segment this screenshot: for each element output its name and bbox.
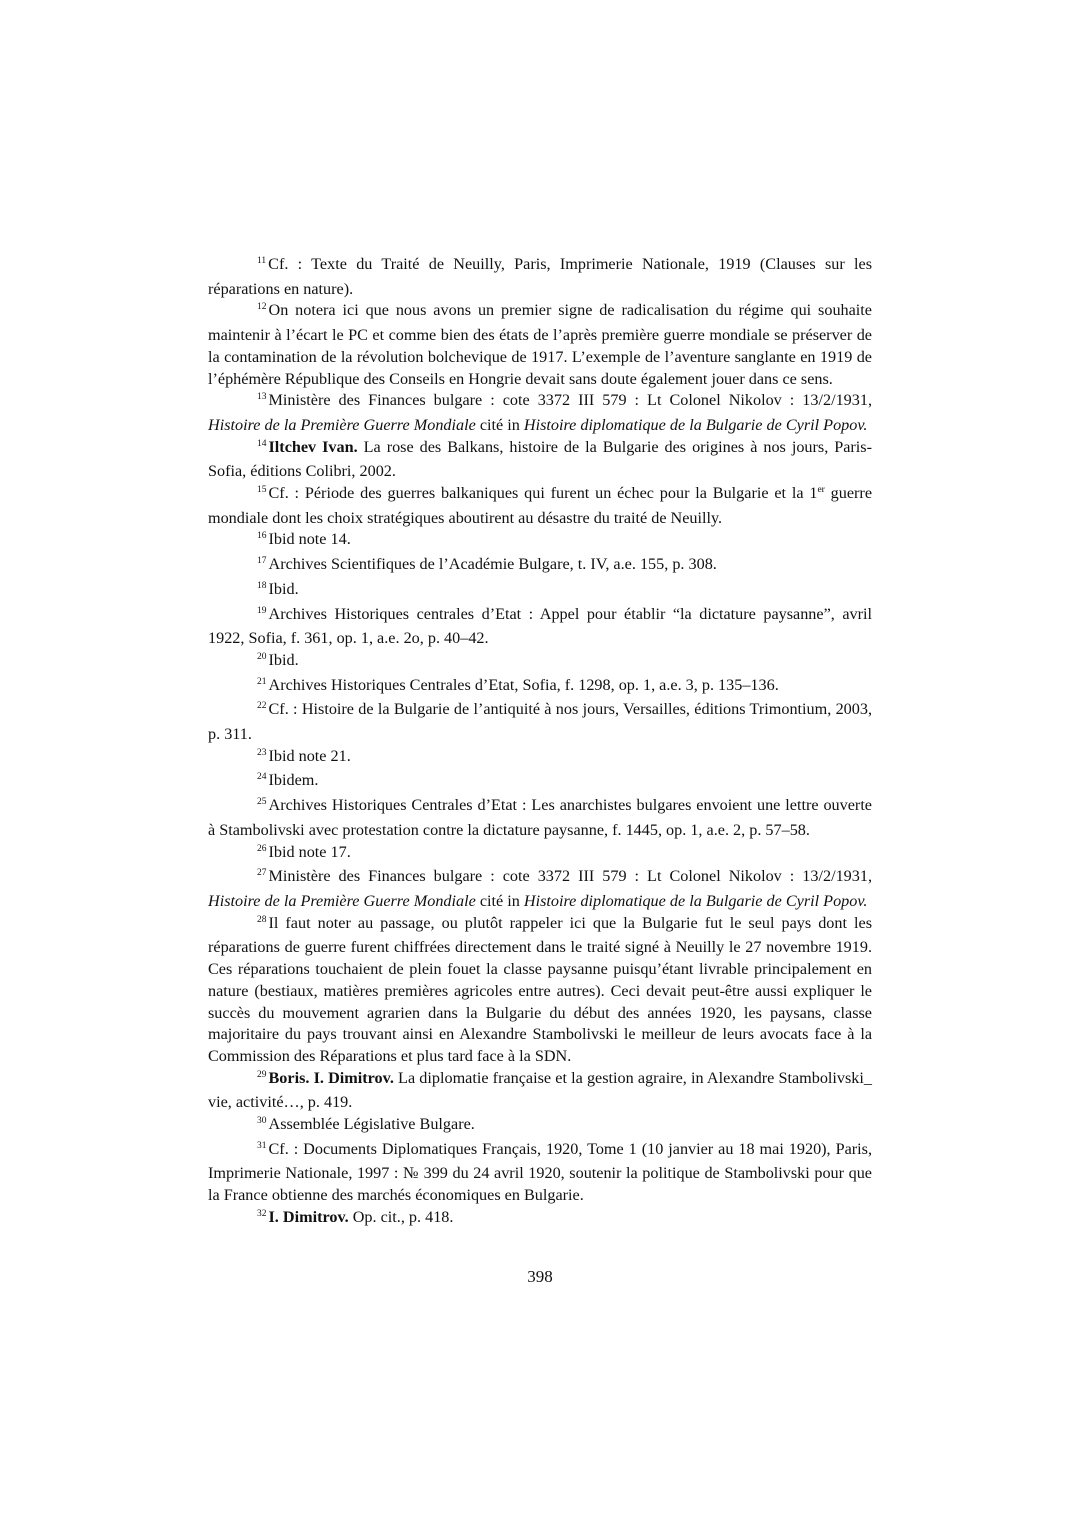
footnote-number: 13	[257, 392, 267, 403]
footnote	[208, 579, 872, 604]
footnote	[208, 1068, 872, 1114]
footnote	[208, 795, 872, 841]
footnote-text: Ibidem.	[268, 771, 319, 790]
footnote-text: guerre mondiale dont les choix stratégiques aboutirent au désastre du traité de Neuilly.	[208, 484, 873, 527]
ordinal-suffix: er	[817, 485, 825, 496]
author-name: I. Dimitrov.	[268, 1207, 349, 1226]
footnote-number: 31	[257, 1140, 267, 1151]
footnote-text: Cf. : Histoire de la Bulgarie de l’antiquité à nos jours, Versailles, éditions Trimontium, 2003, p. 311.	[208, 700, 872, 744]
footnote-number: 26	[257, 843, 267, 854]
footnote-number: 21	[257, 676, 267, 687]
footnotes-block	[208, 254, 872, 1232]
footnote	[208, 842, 872, 867]
footnote	[208, 1207, 872, 1232]
footnote-text: La rose des Balkans, histoire de la Bulgarie des origines à nos jours, Paris-Sofia, éditions Colibri, 2002.	[208, 437, 872, 481]
footnote	[208, 746, 872, 771]
footnote-text: Ministère des Finances bulgare : cote 3372 III 579 : Lt Colonel Nikolov : 13/2/1931,	[268, 391, 872, 410]
footnote-number: 16	[257, 531, 267, 542]
footnote-number: 24	[257, 772, 267, 783]
footnote-number: 19	[257, 605, 267, 616]
footnote	[208, 866, 872, 912]
footnote	[208, 770, 872, 795]
footnote-text: Ibid.	[268, 650, 299, 669]
footnote-text: Ibid note 17.	[268, 842, 351, 861]
footnote-text: Archives Historiques Centrales d’Etat, Sofia, f. 1298, op. 1, a.e. 3, p. 135–136.	[268, 675, 779, 694]
footnote-text: Archives Scientifiques de l’Académie Bulgare, t. IV, a.e. 155, p. 308.	[268, 555, 717, 574]
footnote-text: Op. cit., p. 418.	[348, 1207, 454, 1226]
footnote-text: Ibid note 14.	[268, 530, 351, 549]
italic-title: Histoire diplomatique de la Bulgarie de Cyril Popov.	[523, 891, 868, 910]
footnote-number: 15	[257, 485, 267, 496]
footnote-number: 18	[257, 580, 267, 591]
footnote-text: On notera ici que nous avons un premier signe de radicalisation du régime qui souhaite maintenir à l’écart le PC et comme bien des états de l’après première guerre mondiale se préserver de la contamination de la révolution bolchevique de 1917. L’exemple de l’aventure sanglante en 1919 de l’éphémère République des Conseils en Hongrie devait sans doute également jouer dans ce sens.	[208, 301, 872, 388]
footnote	[208, 1139, 872, 1207]
footnote-number: 12	[257, 302, 267, 313]
footnote-number: 32	[257, 1208, 267, 1219]
footnote-number: 11	[257, 256, 267, 266]
footnote-text: Ministère des Finances bulgare : cote 3372 III 579 : Lt Colonel Nikolov : 13/2/1931,	[268, 867, 872, 886]
footnote-number: 14	[257, 438, 267, 449]
footnote	[208, 650, 872, 675]
footnote-number: 22	[257, 701, 267, 712]
author-name: Boris. I. Dimitrov.	[268, 1068, 394, 1087]
footnote	[208, 390, 872, 436]
footnote	[208, 554, 872, 579]
footnote-number: 17	[257, 556, 267, 567]
footnote-text: cité in	[475, 891, 524, 910]
footnote	[208, 675, 872, 700]
footnote	[208, 437, 872, 483]
footnote-number: 20	[257, 651, 267, 662]
footnote	[208, 300, 872, 390]
footnote-text: Assemblée Législative Bulgare.	[268, 1115, 475, 1134]
footnote-number: 29	[257, 1069, 267, 1080]
footnote-number: 27	[257, 868, 267, 879]
footnote-text: Cf. : Période des guerres balkaniques qui furent un échec pour la Bulgarie et la 1	[268, 484, 818, 503]
footnote-number: 30	[257, 1116, 267, 1127]
italic-title: Histoire diplomatique de la Bulgarie de Cyril Popov.	[523, 415, 868, 434]
footnote-text: cité in	[475, 415, 524, 434]
footnote	[208, 483, 872, 529]
footnote-number: 28	[257, 914, 267, 925]
footnote	[208, 913, 872, 1068]
footnote-number: 25	[257, 797, 267, 808]
footnote-text: Il faut noter au passage, ou plutôt rappeler ici que la Bulgarie fut le seul pays dont les réparations de guerre furent chiffrées directement dans le traité signé à Neuilly le 27 novembre 1919. Ces réparations touchaient de plein fouet la classe paysanne puisqu’étant livrable principalement en nature (bestiaux, matières premières agricoles entre autres). Ceci devait peut-être aussi expliquer le succès du mouvement agrarien dans la Bulgarie du début des années 1920, les paysans, classe majoritaire du pays trouvant ainsi en Alexandre Stambolivski le meilleur de leurs avocats face à la Commission des Réparations et plus tard face à la SDN.	[208, 913, 872, 1065]
footnote-text: Cf. : Texte du Traité de Neuilly, Paris, Imprimerie Nationale, 1919 (Clauses sur les réparations en nature).	[208, 255, 872, 298]
footnote-text: Archives Historiques centrales d’Etat : Appel pour établir “la dictature paysanne”, avril 1922, Sofia, f. 361, op. 1, a.e. 2o, p. 40–42.	[208, 604, 872, 648]
footnote-text: Ibid.	[268, 579, 299, 598]
author-name: Iltchev Ivan.	[268, 437, 358, 456]
footnote-text: La diplomatie française et la gestion agraire, in Alexandre Stambolivski_ vie, activité…, p. 419.	[208, 1068, 872, 1112]
footnote	[208, 604, 872, 650]
footnote	[208, 699, 872, 745]
footnote	[208, 1114, 872, 1139]
footnote	[208, 254, 872, 300]
footnote-text: Ibid note 21.	[268, 746, 351, 765]
footnote-text: Cf. : Documents Diplomatiques Français, 1920, Tome 1 (10 janvier au 18 mai 1920), Paris, Imprimerie Nationale, 1997 : № 399 du 24 avril 1920, soutenir la politique de Stambolivski pour que la France obtienne des marchés économiques en Bulgarie.	[208, 1139, 872, 1205]
page-number: 398	[527, 1267, 553, 1286]
footnote-number: 23	[257, 747, 267, 758]
footnote	[208, 529, 872, 554]
italic-title: Histoire de la Première Guerre Mondiale	[208, 415, 476, 434]
footnote-text: Archives Historiques Centrales d’Etat : Les anarchistes bulgares envoient une lettre ouverte à Stambolivski avec protestation contre la dictature paysanne, f. 1445, op. 1, a.e. 2, p. 57–58.	[208, 796, 872, 839]
italic-title: Histoire de la Première Guerre Mondiale	[208, 891, 476, 910]
